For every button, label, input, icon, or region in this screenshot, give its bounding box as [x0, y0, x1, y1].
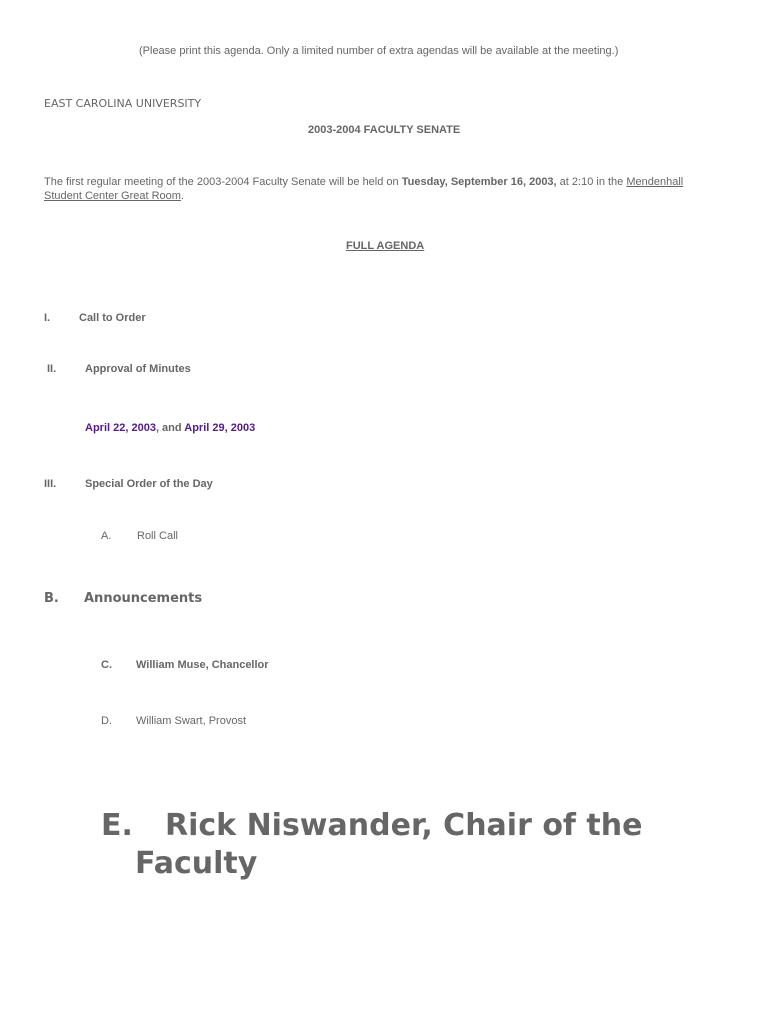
meeting-text-middle: at 2:10 in the: [556, 176, 627, 188]
minutes-separator: , and: [155, 422, 185, 434]
agenda-item-a-label: Roll Call: [137, 530, 178, 542]
agenda-item-e-label-line1: Rick Niswander, Chair of the: [165, 808, 643, 843]
agenda-item-ii-label: Approval of Minutes: [85, 363, 191, 375]
location-link-part2[interactable]: Student Center Great Room: [44, 190, 181, 202]
agenda-item-e-label-line2: Faculty: [135, 846, 258, 881]
minutes-links: [85, 422, 255, 435]
agenda-item-d-label: William Swart, Provost: [136, 715, 247, 727]
minutes-link-april-22[interactable]: April 22, 2003: [85, 422, 156, 434]
agenda-item-a-number: A.: [101, 530, 112, 542]
agenda-item-c-number: C.: [101, 659, 112, 671]
print-notice: (Please print this agenda. Only a limited number of extra agendas will be available at the meeting.): [139, 45, 619, 57]
meeting-announcement-line2: [44, 189, 184, 203]
agenda-item-i-number: I.: [44, 312, 51, 324]
university-name: EAST CAROLINA UNIVERSITY: [44, 97, 202, 110]
agenda-item-b-number: B.: [44, 591, 59, 606]
meeting-date: Tuesday, September 16, 2003,: [401, 176, 557, 188]
senate-title: 2003-2004 FACULTY SENATE: [308, 124, 461, 136]
agenda-item-iii-label: Special Order of the Day: [85, 478, 213, 490]
agenda-item-c-label: William Muse, Chancellor: [136, 659, 269, 671]
minutes-link-april-29[interactable]: April 29, 2003: [184, 422, 256, 434]
agenda-item-d-number: D.: [101, 715, 112, 727]
agenda-item-e-number: E.: [101, 808, 133, 843]
full-agenda-heading: FULL AGENDA: [346, 240, 425, 252]
agenda-item-iii-number: III.: [44, 478, 57, 490]
agenda-item-ii-number: II.: [47, 363, 57, 375]
meeting-announcement: [44, 175, 683, 189]
meeting-period: .: [180, 190, 185, 202]
location-link-part1[interactable]: Mendenhall: [626, 176, 684, 188]
meeting-text-before: The first regular meeting of the 2003-2004 Faculty Senate will be held on: [44, 176, 402, 188]
agenda-item-i-label: Call to Order: [79, 312, 146, 324]
agenda-item-b-label: Announcements: [84, 591, 203, 606]
